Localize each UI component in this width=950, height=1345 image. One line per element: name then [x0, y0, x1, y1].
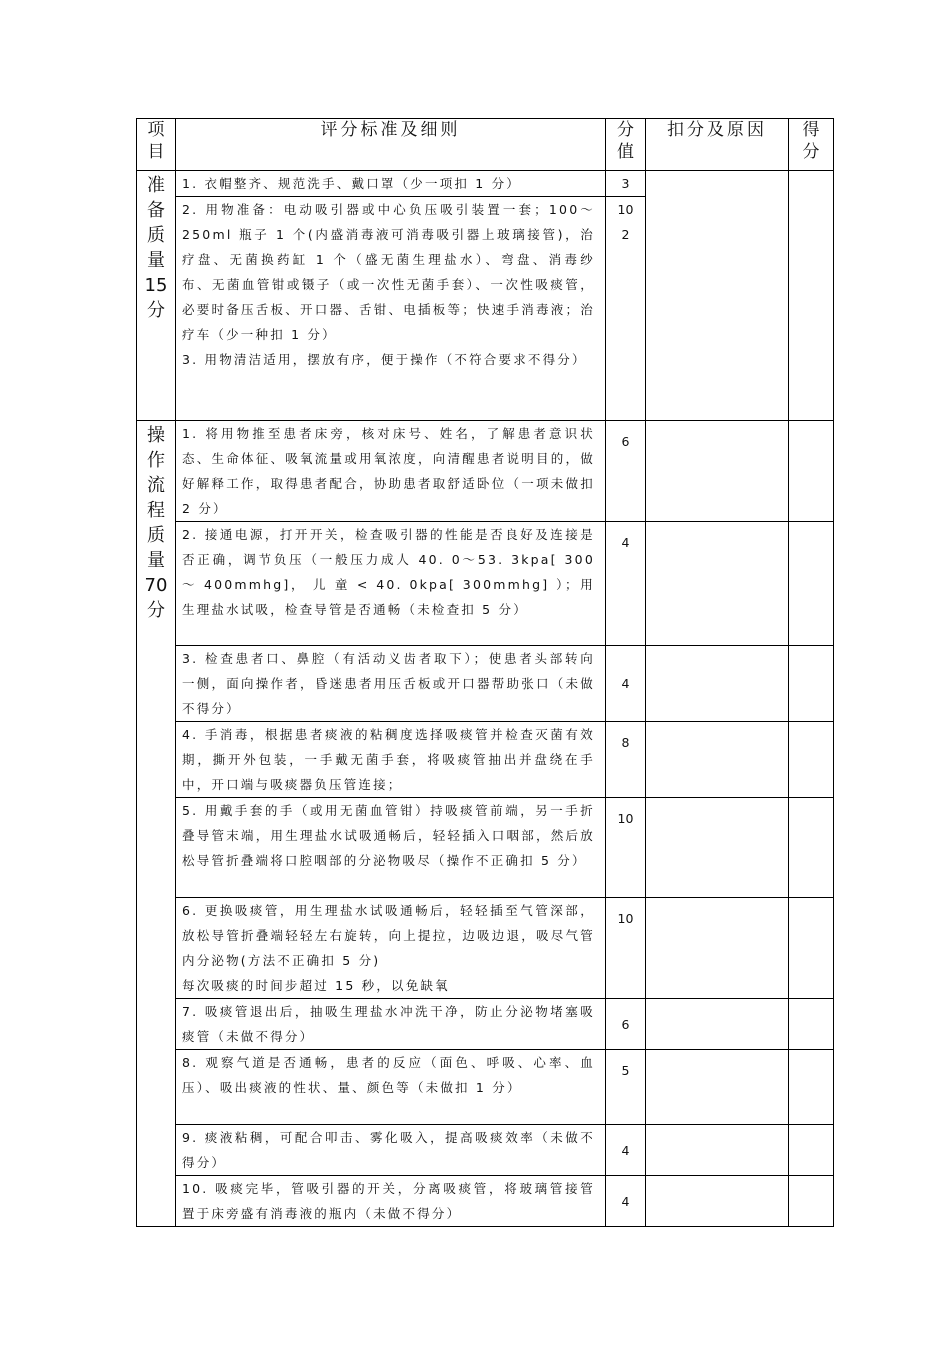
points-value: 4 [621, 1193, 630, 1209]
score-cell[interactable] [789, 999, 834, 1050]
criteria-text: 4. 手消毒，根据患者痰液的粘稠度选择吸痰管并检查灭菌有效期，撕开外包装，一手戴无菌手套，将吸痰管抽出并盘绕在手中，开口端与吸痰器负压管连接； [182, 727, 595, 792]
score-cell[interactable] [789, 421, 834, 522]
score-cell[interactable] [789, 646, 834, 722]
points-cell [606, 1050, 646, 1125]
table-row [137, 421, 834, 522]
deduction-cell[interactable] [646, 646, 789, 722]
table-row [137, 171, 834, 197]
category-cell [137, 421, 176, 1227]
criteria-text: 2. 用物准备：电动吸引器或中心负压吸引装置一套；100～250ml 瓶子 1 个(内盛消毒液可消毒吸引器上玻璃接管)，治疗盘、无菌换药缸 1 个（盛无菌生理盐水）、弯盘、消毒纱布、无菌血管钳或镊子（或一次性无菌手套）、一次性吸痰管，必要时备压舌板、开口器、舌钳、电插板等；快速手消毒液；治疗车（少一种扣 1 分） [182, 202, 595, 342]
criteria-cell [176, 798, 606, 898]
criteria-cell [176, 197, 606, 421]
header-points [606, 119, 646, 171]
criteria-text: 7. 吸痰管退出后，抽吸生理盐水冲洗干净，防止分泌物堵塞吸痰管（未做不得分） [182, 1004, 595, 1044]
table-row [137, 1125, 834, 1176]
criteria-cell [176, 421, 606, 522]
points-value: 6 [621, 1016, 630, 1032]
score-cell[interactable] [789, 798, 834, 898]
criteria-text: 3. 用物清洁适用，摆放有序，便于操作（不符合要求不得分） [182, 352, 587, 367]
deduction-cell[interactable] [646, 421, 789, 522]
points-cell [606, 197, 646, 421]
category-cell [137, 171, 176, 421]
category-char: 70 [144, 575, 168, 596]
points-cell [606, 1176, 646, 1227]
points-value: 6 [621, 434, 630, 449]
category-char: 准 [147, 175, 165, 196]
criteria-text: 3. 检查患者口、鼻腔（有活动义齿者取下）；使患者头部转向一侧，面向操作者，昏迷患者用压舌板或开口器帮助张口（未做不得分） [182, 651, 595, 716]
points-value: 4 [621, 676, 630, 691]
criteria-cell [176, 1176, 606, 1227]
deduction-cell[interactable] [646, 798, 789, 898]
criteria-cell [176, 522, 606, 646]
category-char: 15 [144, 275, 168, 296]
category-char: 量 [147, 250, 165, 271]
criteria-text: 1. 衣帽整齐、规范洗手、戴口罩（少一项扣 1 分） [182, 176, 522, 191]
score-cell[interactable] [789, 1050, 834, 1125]
table-row [137, 1050, 834, 1125]
category-char: 质 [147, 525, 165, 546]
score-cell[interactable] [789, 522, 834, 646]
table-row [137, 722, 834, 798]
deduction-cell[interactable] [646, 722, 789, 798]
header-row [137, 119, 834, 171]
header-points-label: 分值 [617, 120, 634, 162]
score-cell[interactable] [789, 898, 834, 999]
criteria-cell [176, 722, 606, 798]
criteria-cell [176, 999, 606, 1050]
header-item-label: 项目 [147, 120, 165, 162]
criteria-text: 10. 吸痰完毕，管吸引器的开关，分离吸痰管，将玻璃管接管置于床旁盛有消毒液的瓶内（未做不得分） [182, 1181, 595, 1221]
points-value: 10 [617, 811, 634, 826]
points-cell [606, 999, 646, 1050]
deduction-cell[interactable] [646, 898, 789, 999]
points-cell [606, 421, 646, 522]
criteria-cell [176, 171, 606, 197]
score-cell[interactable] [789, 1176, 834, 1227]
criteria-cell [176, 646, 606, 722]
header-score-label: 得分 [802, 120, 820, 162]
deduction-cell[interactable] [646, 1050, 789, 1125]
table-row [137, 522, 834, 646]
criteria-text: 每次吸痰的时间步超过 15 秒，以免缺氧 [182, 978, 450, 993]
category-char: 质 [147, 225, 165, 246]
points-value: 10 [617, 202, 634, 217]
points-value: 3 [621, 176, 630, 191]
deduction-cell[interactable] [646, 171, 789, 421]
points-cell [606, 898, 646, 999]
criteria-text: 8. 观察气道是否通畅，患者的反应（面色、呼吸、心率、血压）、吸出痰液的性状、量、颜色等（未做扣 1 分） [182, 1055, 595, 1095]
table-row [137, 999, 834, 1050]
criteria-text: 5. 用戴手套的手（或用无菌血管钳）持吸痰管前端，另一手折叠导管末端，用生理盐水试吸通畅后，轻轻插入口咽部，然后放松导管折叠端将口腔咽部的分泌物吸尽（操作不正确扣 5 分） [182, 803, 595, 868]
points-value: 10 [617, 911, 634, 926]
points-value: 5 [621, 1063, 630, 1078]
criteria-text: 1. 将用物推至患者床旁，核对床号、姓名，了解患者意识状态、生命体征、吸氧流量或用氧浓度，向清醒患者说明目的，做好解释工作，取得患者配合，协助患者取舒适卧位（一项未做扣 2 分） [182, 426, 595, 516]
points-cell [606, 798, 646, 898]
points-cell [606, 646, 646, 722]
criteria-cell [176, 1050, 606, 1125]
category-char: 备 [147, 200, 165, 221]
points-cell [606, 722, 646, 798]
points-value: 4 [621, 535, 630, 550]
header-score [789, 119, 834, 171]
points-value: 8 [621, 735, 630, 750]
category-char: 程 [147, 500, 165, 521]
category-char: 流 [147, 475, 165, 496]
criteria-text: 6. 更换吸痰管，用生理盐水试吸通畅后，轻轻插至气管深部，放松导管折叠端轻轻左右旋转，向上提拉，边吸边退，吸尽气管内分泌物(方法不正确扣 5 分) [182, 903, 595, 968]
category-char: 分 [147, 600, 165, 621]
score-cell[interactable] [789, 1125, 834, 1176]
points-cell [606, 522, 646, 646]
score-cell[interactable] [789, 171, 834, 421]
header-deduction: 扣分及原因 [646, 119, 789, 171]
category-char: 分 [147, 300, 165, 321]
scoring-table [136, 118, 834, 1227]
criteria-text: 2. 接通电源，打开开关，检查吸引器的性能是否良好及连接是否正确，调节负压（一般压力成人 40. 0～53. 3kpa[ 300 ～ 400mmhg]， 儿 童 < 40. 0kpa[ 300mmhg] ）；用生理盐水试吸，检查导管是否通畅（未检查扣 5 分） [182, 527, 595, 617]
deduction-cell[interactable] [646, 1176, 789, 1227]
deduction-cell[interactable] [646, 999, 789, 1050]
criteria-cell [176, 1125, 606, 1176]
points-value: 4 [621, 1142, 630, 1158]
table-row [137, 798, 834, 898]
points-cell [606, 171, 646, 197]
table-row [137, 646, 834, 722]
header-criteria: 评分标准及细则 [176, 119, 606, 171]
deduction-cell[interactable] [646, 1125, 789, 1176]
category-char: 量 [147, 550, 165, 571]
table-row [137, 1176, 834, 1227]
criteria-cell [176, 898, 606, 999]
table-row [137, 898, 834, 999]
category-char: 操 [147, 425, 165, 446]
criteria-text: 9. 痰液粘稠，可配合叩击、雾化吸入，提高吸痰效率（未做不得分） [182, 1130, 595, 1170]
score-cell[interactable] [789, 722, 834, 798]
points-cell [606, 1125, 646, 1176]
category-char: 作 [147, 450, 165, 471]
header-item [137, 119, 176, 171]
deduction-cell[interactable] [646, 522, 789, 646]
points-value: 2 [621, 227, 630, 242]
